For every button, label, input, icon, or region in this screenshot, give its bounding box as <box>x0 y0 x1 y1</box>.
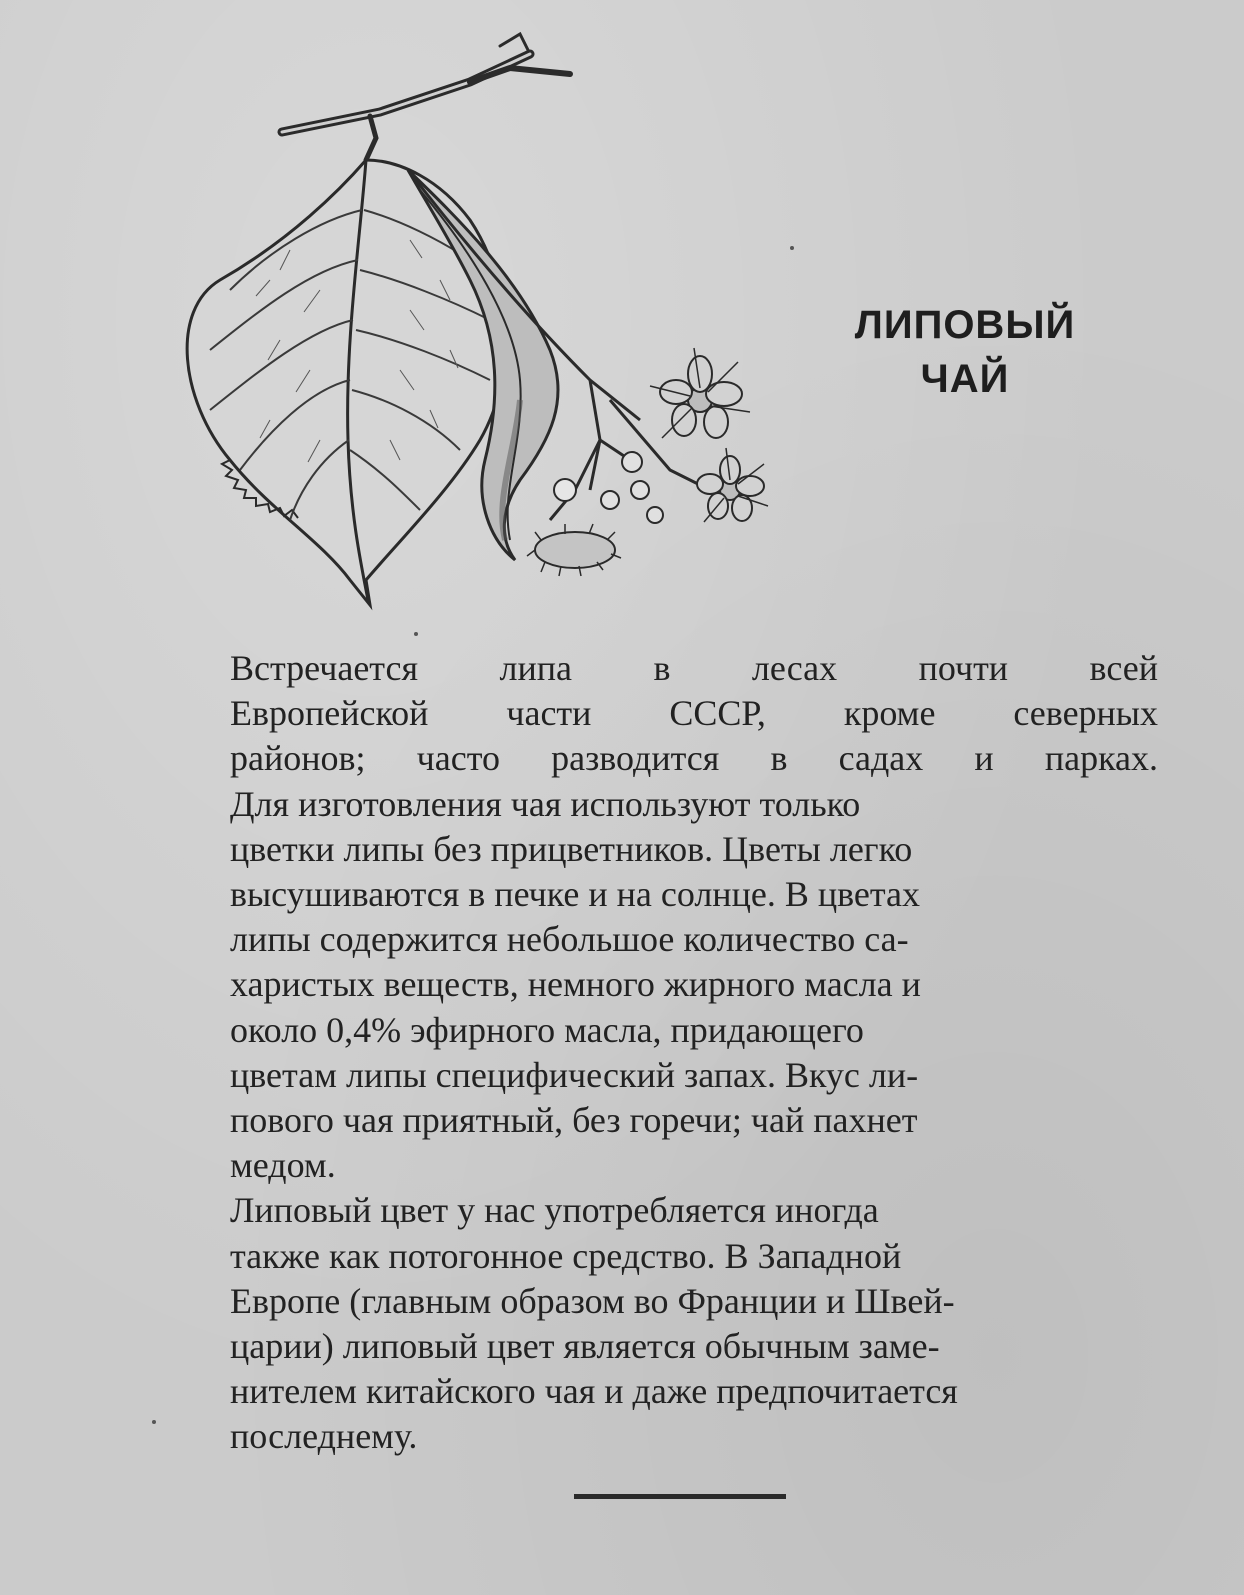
linden-flowers <box>527 348 768 576</box>
text-line: пового чая приятный, без горечи; чай пахнет <box>230 1100 918 1141</box>
text-line: Встречается липа в лесах почти всей <box>230 648 1158 688</box>
paragraph-3 <box>186 1188 1158 1459</box>
text-line: высушиваются в печке и на солнце. В цветах <box>230 874 921 915</box>
linden-branch-illustration <box>170 20 810 620</box>
title-line-2: ЧАЙ <box>920 357 1010 401</box>
text-line: харистых веществ, немного жирного масла и <box>230 964 921 1005</box>
print-speck <box>790 246 794 250</box>
text-line: Липовый цвет у нас употребляется иногда <box>230 1190 879 1231</box>
text-line: последнему. <box>230 1416 418 1457</box>
page-title <box>830 298 1100 406</box>
text-line: Для изготовления чая используют только <box>230 783 861 824</box>
end-divider <box>574 1494 786 1499</box>
text-line: цветам липы специфический запах. Вкус ли- <box>230 1054 919 1095</box>
paragraph-1 <box>186 646 1158 782</box>
text-line: также как потогонное средство. В Западной <box>230 1235 902 1276</box>
text-line: Европе (главным образом во Франции и Швей- <box>230 1280 955 1321</box>
text-line: около 0,4% эфирного масла, придающего <box>230 1009 864 1050</box>
text-line: районов; часто разводится в садах и парках. <box>230 738 1158 779</box>
twig <box>282 34 570 160</box>
text-line: цветки липы без прицветников. Цветы легко <box>230 828 913 869</box>
title-line-1: ЛИПОВЫЙ <box>854 303 1076 347</box>
text-line: медом. <box>230 1145 336 1186</box>
text-line: нителем китайского чая и даже предпочитается <box>230 1371 958 1412</box>
print-speck <box>152 1420 156 1424</box>
text-line: Европейской части СССР, кроме северных <box>230 693 1158 734</box>
body-text <box>186 646 1158 1460</box>
print-speck <box>414 632 418 636</box>
text-line: липы содержится небольшое количество са- <box>230 919 909 960</box>
text-line: царии) липовый цвет является обычным заме- <box>230 1326 940 1367</box>
paragraph-2 <box>186 782 1158 1189</box>
